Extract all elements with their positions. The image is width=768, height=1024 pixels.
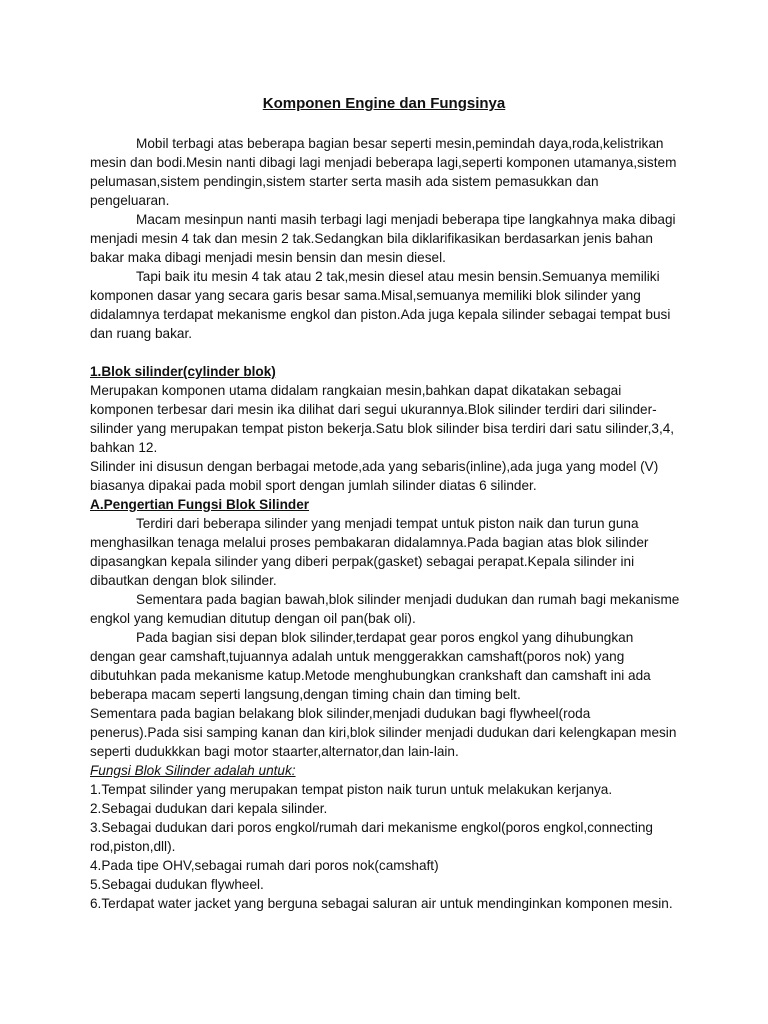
section1-paragraph-2: Silinder ini disusun dengan berbagai metode,ada yang sebaris(inline),ada juga yang model (V) biasanya dipakai pada mobil sport dengan jumlah silinder diatas 6 silinder. <box>90 459 659 493</box>
function-item: 3.Sebagai dudukan dari poros engkol/rumah dari mekanisme engkol(poros engkol,connecting rod,piston,dll). <box>90 820 653 854</box>
sectionA-paragraph-2: Sementara pada bagian bawah,blok silinder menjadi dudukan dan rumah bagi mekanisme engkol yang kemudian ditutup dengan oil pan(bak oli). <box>90 592 680 626</box>
function-item: 5.Sebagai dudukan flywheel. <box>90 877 264 892</box>
sectionA-paragraph-1: Terdiri dari beberapa silinder yang menjadi tempat untuk piston naik dan turun guna menghasilkan tenaga melalui proses pembakaran didalamnya.Pada bagian atas blok silinder dipasangkan kepala silinder yang diberi perpak(gasket) sebagai perapat.Kepala silinder ini dibautkan dengan blok silinder. <box>90 516 649 588</box>
intro-paragraph-2: Macam mesinpun nanti masih terbagi lagi menjadi beberapa tipe langkahnya maka dibagi menjadi mesin 4 tak dan mesin 2 tak.Sedangkan bila diklarifikasikan berdasarkan jenis bahan bakar maka dibagi menjadi mesin bensin dan mesin diesel. <box>90 212 676 265</box>
intro-paragraph-1: Mobil terbagi atas beberapa bagian besar seperti mesin,pemindah daya,roda,kelistrikan mesin dan bodi.Mesin nanti dibagi lagi menjadi beberapa lagi,seperti komponen utamanya,sistem pelumasan,sistem pendingin,sistem starter serta masih ada sistem pemasukkan dan pengeluaran. <box>90 136 677 208</box>
function-item: 4.Pada tipe OHV,sebagai rumah dari poros nok(camshaft) <box>90 858 439 873</box>
document-body <box>90 134 680 913</box>
functions-heading: Fungsi Blok Silinder adalah untuk: <box>90 763 296 778</box>
function-item: 1.Tempat silinder yang merupakan tempat piston naik turun untuk melakukan kerjanya. <box>90 782 613 797</box>
function-item: 2.Sebagai dudukan dari kepala silinder. <box>90 801 328 816</box>
paragraph-gap <box>90 343 680 362</box>
function-item: 6.Terdapat water jacket yang berguna sebagai saluran air untuk mendinginkan komponen mesin. <box>90 896 673 911</box>
section1-paragraph-1: Merupakan komponen utama didalam rangkaian mesin,bahkan dapat dikatakan sebagai komponen terbesar dari mesin ika dilihat dari segui ukurannya.Blok silinder terdiri dari silinder-silinder yang merupakan tempat piston bekerja.Satu blok silinder bisa terdiri dari satu silinder,3,4, bahkan 12. <box>90 383 675 455</box>
sectionA-paragraph-3: Pada bagian sisi depan blok silinder,terdapat gear poros engkol yang dihubungkan dengan gear camshaft,tujuannya adalah untuk menggerakkan camshaft(poros nok) yang dibutuhkan pada mekanisme katup.Metode menghubungkan crankshaft dan camshaft ini ada beberapa macam seperti langsung,dengan timing chain dan timing belt. <box>90 630 651 702</box>
intro-paragraph-3: Tapi baik itu mesin 4 tak atau 2 tak,mesin diesel atau mesin bensin.Semuanya memiliki komponen dasar yang secara garis besar sama.Misal,semuanya memiliki blok silinder yang didalamnya terdapat mekanisme engkol dan piston.Ada juga kepala silinder sebagai tempat busi dan ruang bakar. <box>90 269 671 341</box>
document-title: Komponen Engine dan Fungsinya <box>262 95 506 112</box>
section-heading-blok-silinder: 1.Blok silinder(cylinder blok) <box>90 364 276 379</box>
section-heading-pengertian: A.Pengertian Fungsi Blok Silinder <box>90 497 310 512</box>
sectionA-paragraph-4: Sementara pada bagian belakang blok silinder,menjadi dudukan bagi flywheel(roda penerus).Pada sisi samping kanan dan kiri,blok silinder menjadi dudukan dari kelengkapan mesin seperti dudukkkan bagi motor staarter,alternator,dan lain-lain. <box>90 706 677 759</box>
